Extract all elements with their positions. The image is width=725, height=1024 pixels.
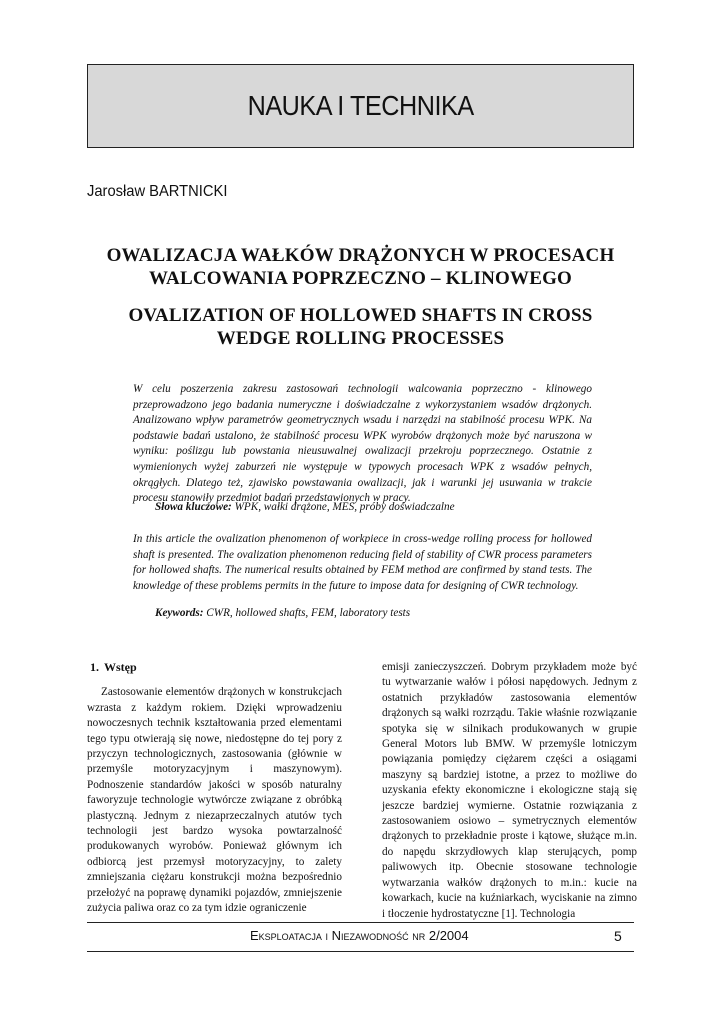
title-en-line: OVALIZATION OF HOLLOWED SHAFTS IN CROSS bbox=[128, 305, 593, 326]
paper-title-english bbox=[87, 304, 634, 350]
keywords-en-label: Keywords: bbox=[155, 607, 204, 619]
keywords-pl-label: Słowa kluczowe: bbox=[155, 501, 232, 513]
paper-title-polish bbox=[87, 244, 634, 290]
footer-divider-top bbox=[87, 922, 634, 923]
abstract-english: In this article the ovalization phenomenon of workpiece in cross-wedge rolling process for hollowed shaft is presented. The ovalization phenomenon reducing field of stability of CWR process parameters for hollowed shafts. The numerical results obtained by FEM method are confirmed by stand tests. The knowledge of these problems permits in the future to impose data for designing of CWR technology. bbox=[133, 533, 592, 592]
abstract-polish: W celu poszerzenia zakresu zastosowań technologii walcowania poprzeczno - klinowego przeprowadzono jego badania numeryczne i doświadczalne z wykorzystaniem wsadów drążonych. Analizowano wpływ parametrów geometrycznych wsadu i narzędzi na stabilność procesu WPK. Na podstawie badań ustalono, że stabilność procesu WPK wyrobów drążonych może być naruszona w wyniku: poślizgu lub powstania nieusuwalnej owalizacji przekroju poprzecznego. Ostatnie z wymienionych wyżej zaburzeń nie występuje w typowych procesach WPK z wsadów pełnych, okrągłych. Dlatego też, zjawisko powstawania owalizacji, jak i warunki jej usuwania w trakcie procesu stanowiły przedmiot badań przedstawionych w pracy. bbox=[133, 383, 592, 505]
title-pl-line: OWALIZACJA WAŁKÓW DRĄŻONYCH W PROCESACH bbox=[106, 245, 615, 266]
section-header-title: NAUKA I TECHNIKA bbox=[247, 90, 474, 121]
right-column bbox=[382, 660, 637, 922]
journal-name: Eksploatacja i Niezawodność nr 2/2004 bbox=[250, 928, 469, 943]
section-heading bbox=[90, 660, 342, 675]
section-title: Wstęp bbox=[104, 660, 137, 674]
footer-divider-bottom bbox=[87, 951, 634, 952]
page-number: 5 bbox=[614, 928, 622, 944]
keywords-english bbox=[155, 606, 410, 621]
right-column-paragraph: emisji zanieczyszczeń. Dobrym przykładem może być tu wytwarzanie wałów i półosi napędowych. Jednym z ostatnich przykładów zastosowania elementów drążonych są wałki rozrządu. Takie właśnie rozwiązanie spotyka się w silnikach produkowanych w grupie General Motors lub BMW. W przemyśle lotniczym powiązania pomiędzy ciężarem części a osiągami maszyny są bardziej istotne, a przez to możliwe do uzyskania efekty ekonomiczne i ekologiczne stają się jeszcze bardziej wymierne. Ostatnie rozwiązania z zastosowaniem osiowo – symetrycznych elementów drążonych to przekładnie proste i kątowe, służące m.in. do napędu skrzydłowych klap sterujących, pomp paliwowych itp. Obecnie stosowane technologie wytwarzania wałków drążonych to m.in.: kucie na kowarkach, kucie na kuźniarkach, wyciskanie na zimno i tłoczenie hydrostatyczne [1]. Technologia bbox=[382, 661, 637, 920]
title-pl-line: WALCOWANIA POPRZECZNO – KLINOWEGO bbox=[148, 268, 573, 289]
section-number: 1. bbox=[90, 660, 99, 674]
keywords-pl-text: WPK, wałki drążone, MES, próby doświadczalne bbox=[234, 501, 455, 513]
keywords-polish bbox=[155, 500, 455, 515]
left-column-paragraph: Zastosowanie elementów drążonych w konstrukcjach wzrasta z każdym rokiem. Dzięki wprowadzeniu nowoczesnych technik kształtowania przed elementami tego typu otwierają się nowe, niedostępne do tej pory z przyczyn technologicznych, zastosowania (głównie w przemyśle motoryzacyjnym i maszynowym). Podnoszenie standardów jakości w sposób naturalny faworyzuje technologie wytwórcze związane z obróbką plastyczną. Jednym z niezaprzeczalnych atutów tych technologii jest bardzo wysoka powtarzalność produkowanych wyrobów. Ponieważ głównym ich odbiorcą jest przemysł motoryzacyjny, to zalety zmniejszania ciężaru konstrukcji można bezpośrednio przełożyć na poprawę dynamiki pojazdów, zmniejszenie zużycia paliwa oraz co za tym idzie ograniczenie bbox=[87, 686, 342, 915]
left-column bbox=[87, 660, 342, 917]
title-en-line: WEDGE ROLLING PROCESSES bbox=[216, 328, 505, 349]
section-header-box bbox=[87, 64, 634, 148]
keywords-en-text: CWR, hollowed shafts, FEM, laboratory tests bbox=[206, 607, 411, 619]
author-name: Jarosław BARTNICKI bbox=[87, 183, 228, 200]
